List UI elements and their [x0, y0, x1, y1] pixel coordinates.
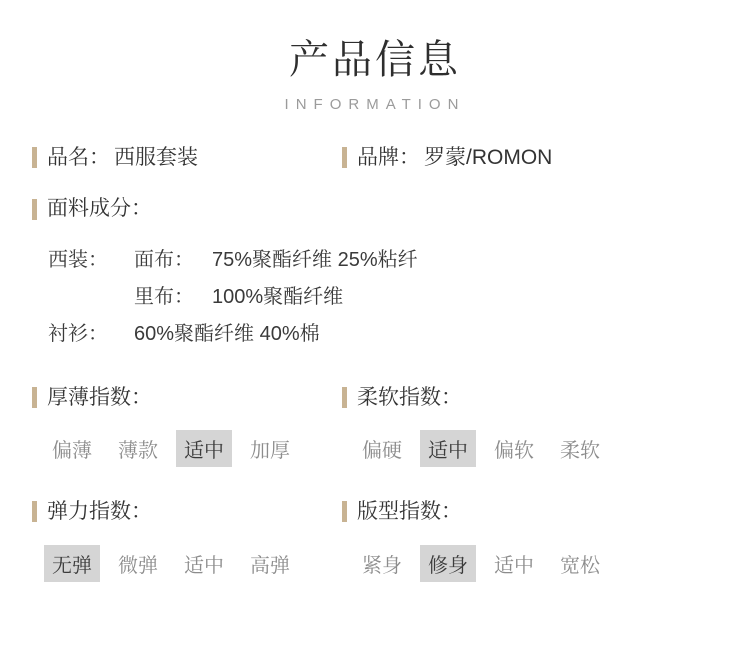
option-softness-2[interactable]: 偏软	[494, 440, 534, 463]
accent-bar-icon	[32, 147, 37, 168]
fabric-shirt-value: 60%聚酯纤维 40%棉	[134, 322, 320, 345]
index-fit-label: 版型指数：	[357, 500, 462, 524]
index-thickness-label: 厚薄指数：	[47, 385, 152, 409]
option-elasticity-2[interactable]: 适中	[184, 554, 224, 577]
accent-bar-icon	[32, 199, 37, 220]
option-thickness-1[interactable]: 薄款	[118, 440, 158, 463]
option-thickness-2[interactable]: 适中	[176, 430, 232, 467]
option-fit-0[interactable]: 紧身	[362, 554, 402, 577]
index-elasticity-options	[32, 545, 342, 582]
brand-value: 罗蒙/ROMON	[424, 146, 553, 169]
option-fit-2[interactable]: 适中	[494, 554, 534, 577]
product-name-field	[32, 143, 342, 172]
fabric-suit-key: 西装：	[48, 248, 108, 271]
option-softness-3[interactable]: 柔软	[560, 440, 600, 463]
accent-bar-icon	[342, 501, 347, 522]
index-row-2	[32, 497, 720, 581]
fabric-row-suit-lining	[48, 279, 720, 316]
fabric-composition-label-text: 面料成分：	[47, 197, 152, 221]
index-elasticity-label: 弹力指数：	[47, 500, 152, 524]
brand-label: 品牌：	[357, 146, 420, 169]
accent-bar-icon	[32, 387, 37, 408]
index-softness	[342, 383, 720, 467]
fabric-composition-details	[32, 242, 720, 353]
fabric-suit-outer-value: 75%聚酯纤维 25%粘纤	[212, 248, 418, 271]
content-area	[0, 143, 750, 582]
option-fit-3[interactable]: 宽松	[560, 554, 600, 577]
index-thickness-options	[32, 430, 342, 467]
fabric-suit-lining-sub: 里布：	[134, 285, 194, 308]
product-name-value: 西服套装	[114, 146, 198, 169]
fabric-composition-label	[32, 194, 720, 223]
option-softness-0[interactable]: 偏硬	[362, 440, 402, 463]
index-row-1	[32, 383, 720, 467]
index-fit	[342, 497, 720, 581]
accent-bar-icon	[32, 501, 37, 522]
fabric-suit-lining-value: 100%聚酯纤维	[212, 285, 344, 308]
index-softness-options	[342, 430, 720, 467]
option-softness-1[interactable]: 适中	[420, 430, 476, 467]
brand-field	[342, 143, 720, 172]
page-subtitle: INFORMATION	[284, 96, 466, 113]
option-fit-1[interactable]: 修身	[420, 545, 476, 582]
option-thickness-3[interactable]: 加厚	[250, 440, 290, 463]
page-title: 产品信息	[289, 38, 461, 82]
option-thickness-0[interactable]: 偏薄	[52, 440, 92, 463]
accent-bar-icon	[342, 387, 347, 408]
fabric-suit-outer-sub: 面布：	[134, 248, 194, 271]
page-header	[0, 0, 750, 113]
index-softness-label: 柔软指数：	[357, 385, 462, 409]
index-fit-options	[342, 545, 720, 582]
fabric-row-suit-outer	[48, 242, 720, 279]
index-elasticity	[32, 497, 342, 581]
option-elasticity-3[interactable]: 高弹	[250, 554, 290, 577]
basic-info-row	[32, 143, 720, 172]
option-elasticity-0[interactable]: 无弹	[44, 545, 100, 582]
option-elasticity-1[interactable]: 微弹	[118, 554, 158, 577]
index-thickness	[32, 383, 342, 467]
accent-bar-icon	[342, 147, 347, 168]
fabric-row-shirt	[48, 316, 720, 353]
fabric-shirt-key: 衬衫：	[48, 322, 108, 345]
product-name-label: 品名：	[47, 146, 110, 169]
